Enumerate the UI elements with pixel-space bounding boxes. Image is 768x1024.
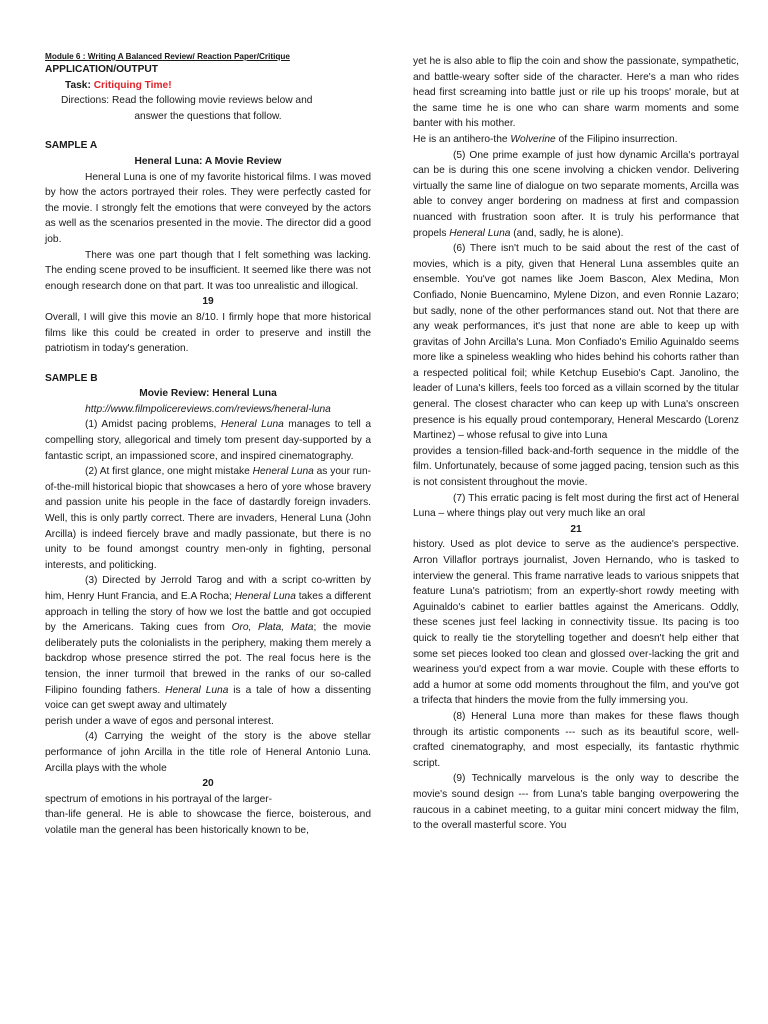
paragraph-9: (9) Technically marvelous is the only way to describe the movie's sound design --- from Luna's table banging overpowering the raucous in a cabinet meeting, to a guitar mini concert midway the film, to the overall masterful score. You [413, 773, 739, 832]
sample-b-title: Movie Review: Heneral Luna [139, 388, 277, 400]
sample-a-paragraph-1: Heneral Luna is one of my favorite historical films. I was moved by how the actors portrayed their roles. They were perfectly casted for the movie. I strongly felt the emotions that were conveyed by the actors as well as the scenarios presented in the movie. The director did a good job. [45, 171, 371, 245]
sample-b-url: http://www.filmpolicereviews.com/reviews/heneral-luna [85, 403, 331, 415]
paragraph-8: (8) Heneral Luna more than makes for these flaws though through its artistic components --- such as its beautiful score, well-crafted cinematography, and most especially, its fantastic rhythmic script. [413, 710, 739, 769]
directions-line-2: answer the questions that follow. [134, 110, 282, 122]
paragraph-4-antihero: He is an antihero-the Wolverine of the Filipino insurrection. [413, 133, 678, 145]
task-line [45, 78, 371, 94]
paragraph-6-end: provides a tension-filled back-and-forth sequence in the middle of the film. Unfortunately, because of some jagged pacing, tension such as this is not consistent throughout the movie. [413, 445, 739, 489]
module-header: Module 6 : Writing A Balanced Review/ Reaction Paper/Critique [45, 52, 290, 61]
right-column [413, 54, 739, 834]
sample-b-paragraph-3-end: perish under a wave of egos and personal interest. [45, 715, 274, 727]
sample-b-paragraph-4-cont-1: spectrum of emotions in his portrayal of the larger- [45, 793, 273, 805]
page-number-19: 19 [202, 296, 214, 308]
page-number-21: 21 [570, 523, 582, 535]
sample-b-paragraph-3: (3) Directed by Jerrold Tarog and with a script co-written by him, Henry Hunt Francia, and E.A Rocha; Heneral Luna takes a different approach in telling the story of how we lost the battle and got occupied by the Americans. Taking cues from Oro, Plata, Mata; the movie deliberately puts the colonialists in the periphery, making them merely a backdrop whose presence stirred the pot. The real focus here is the tension, the inner turmoil that brewed in the ranks of our so-called Filipino founding fathers. Heneral Luna is a tale of how a dissenting voice can get swept away and ultimately [45, 575, 371, 712]
sample-a-label: SAMPLE A [45, 140, 98, 152]
task-label: Task: [65, 79, 91, 91]
sample-b-paragraph-1: (1) Amidst pacing problems, Heneral Luna manages to tell a compelling story, allegorical and timely tom present day-supported by a fantastic script, an impassioned score, and inspired cinematography. [45, 419, 371, 462]
paragraph-7: (7) This erratic pacing is felt most during the first act of Heneral Luna – where things play out very much like an oral [413, 492, 739, 520]
sample-b-paragraph-4: (4) Carrying the weight of the story is the above stellar performance of john Arcilla in the title role of Heneral Antonio Luna. Arcilla plays with the whole [45, 731, 371, 774]
paragraph-5: (5) One prime example of just how dynamic Arcilla's portrayal can be is during this one scene involving a chicken vendor. Delivering virtually the same line of dialogue on two separate moments, Arcilla was able to convey anger bordering on madness at first and compassion nuanced with frustration soon after. It is truly his performance that propels Heneral Luna (and, sadly, he is alone). [413, 149, 739, 239]
directions-line-1: Directions: Read the following movie reviews below and [61, 95, 313, 107]
sample-b-paragraph-2: (2) At first glance, one might mistake Heneral Luna as your run-of-the-mill historical biopic that showcases a hero of yore whose bravery and passion unite his people in the face of dastardly foreign invaders. Well, this is only partly correct. There are invaders, Heneral Luna (John Arcilla) is indeed fiercely brave and madly passionate, but there is no unity to be found amongst country men-only in fighting, personal interests, and politicking. [45, 466, 372, 571]
sample-a-paragraph-2: There was one part though that I felt something was lacking. The ending scene proved to be insufficient. It seemed like there was not enough research done on that part. It was too unrealistic and illogical. [45, 249, 371, 292]
left-column [45, 52, 371, 839]
paragraph-7-cont: history. Used as plot device to serve as the audience's perspective. Arron Villaflor portrays journalist, Joven Hernando, who is tasked to interview the general. This frame narrative leads to various snippets that feature Luna's patriotism; from an expertly-short rowdy meeting with Aguinaldo's cabinet to earlier battles against the Americans. Oddly, these scenes just feel lacking in connectivity tissue. Its pacing is too quick to really tie the storytelling together and doesn't help either that some set pieces looked too clean and glossed over-lacking the grit and weariness you'd expect from a war movie. Couple with these efforts to add a humor at some odd moments throughout the film, and you've got a trifecta that hinders the movie from the fully immersing you. [413, 539, 739, 707]
sample-b-label: SAMPLE B [45, 372, 98, 384]
section-heading: APPLICATION/OUTPUT [45, 64, 159, 75]
paragraph-6: (6) There isn't much to be said about the rest of the cast of movies, which is a pity, given that Heneral Luna assembles quite an ensemble. You've got names like Joem Bascon, Alex Medina, Mon Confiado, Nonie Buencamino, Mylene Dizon, and even Ronnie Lazaro; but sadly, none of the other performances stand out. Not that there are any weak performances, it's just that none are able to keep up with gravitas of John Arcilla's Luna. Mon Confiado's Emilio Aguinaldo seems more like a spineless weakling who hides behind his cohorts rather than a respected political foil; while Ketchup Eusebio's Capt. Janolino, the leader of Luna's killers, feels too forced as a villain scorned by the titular general. The closest character who can keep up with Luna's onscreen presence is his equally proud contemporary, Heneral Mescardo (Lorenz Martinez) – whose refusal to give into Luna [413, 243, 739, 442]
page-number-20: 20 [202, 778, 214, 790]
sample-a-paragraph-3: Overall, I will give this movie an 8/10. I firmly hope that more historical films like this could be created in order to preserve and instill the patriotism in today's generation. [45, 311, 371, 355]
sample-b-paragraph-4-cont-2: than-life general. He is able to showcase the fierce, boisterous, and volatile man the general has been historically known to be, [45, 809, 371, 836]
paragraph-4-end: yet he is also able to flip the coin and show the passionate, sympathetic, and battle-weary softer side of the character. Here's a man who rides head first screaming into battle just or rile up his troops' morale, but at the same time he is one who can share warm moments and some banter with his mother. [413, 56, 739, 130]
sample-a-title: Heneral Luna: A Movie Review [134, 155, 282, 167]
task-value: Critiquing Time! [93, 79, 172, 91]
